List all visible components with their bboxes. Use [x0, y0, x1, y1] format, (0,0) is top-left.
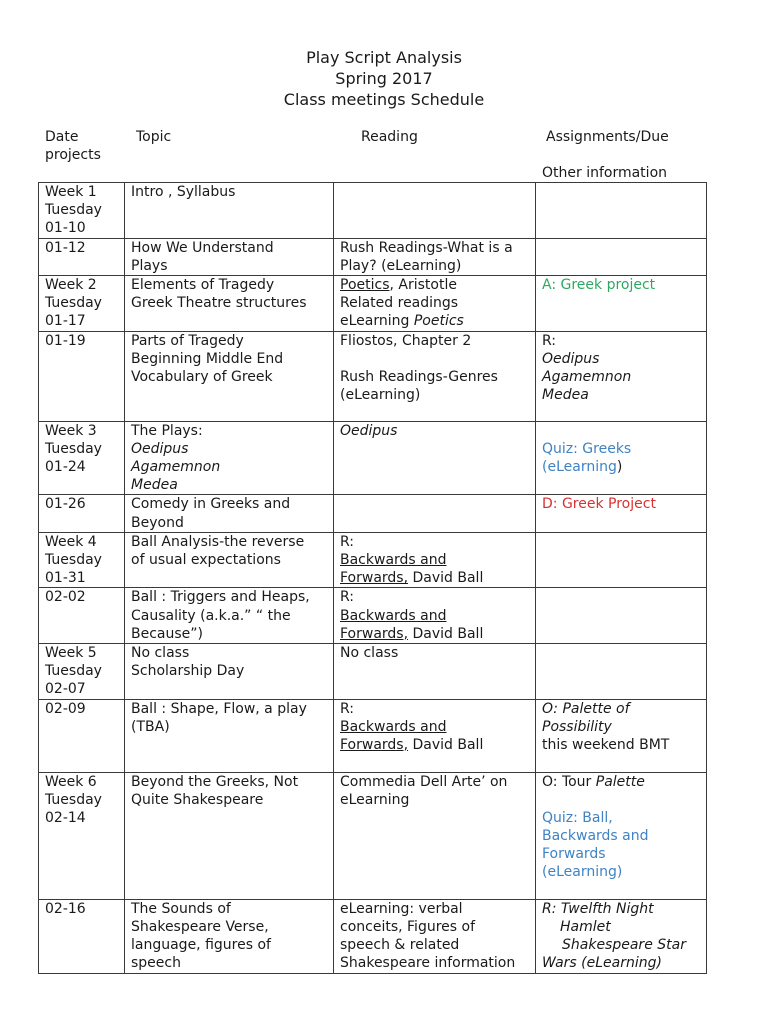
reading-line	[340, 569, 531, 587]
date-line: Tuesday	[45, 295, 102, 312]
reading-cell	[334, 238, 536, 275]
date-cell	[39, 421, 125, 495]
reading-cell	[334, 588, 536, 644]
quiz-elearning-link[interactable]: (eLearning)	[542, 864, 623, 881]
assign-cell	[536, 421, 707, 495]
topic-cell	[125, 772, 334, 899]
topic-line: Plays	[131, 257, 168, 274]
topic-cell	[125, 495, 334, 532]
reading-title-link[interactable]: Backwards and	[340, 607, 447, 624]
date-line: Week 6	[45, 773, 97, 790]
header-reading: Reading	[361, 129, 418, 145]
date-line: 01-24	[45, 459, 86, 476]
reading-cell	[334, 183, 536, 239]
reading-cell	[334, 421, 536, 495]
reading-line: Oedipus	[340, 422, 398, 439]
topic-cell	[125, 532, 334, 588]
reading-cell	[334, 899, 536, 973]
assign-cell	[536, 699, 707, 772]
date-line: 01-19	[45, 332, 86, 349]
date-line: Week 4	[45, 533, 97, 550]
table-row	[39, 276, 707, 332]
author-text: David Ball	[408, 625, 484, 642]
assign-line	[542, 773, 702, 791]
table-row	[39, 238, 707, 275]
date-cell	[39, 899, 125, 973]
title-line-2: Spring 2017	[335, 69, 433, 88]
topic-cell	[125, 183, 334, 239]
topic-cell	[125, 276, 334, 332]
reading-line: conceits, Figures of	[340, 918, 476, 935]
assign-cell	[536, 238, 707, 275]
header-projects: projects	[45, 147, 101, 163]
date-cell	[39, 772, 125, 899]
assign-cell	[536, 276, 707, 332]
date-line: 02-14	[45, 810, 86, 827]
assign-cell	[536, 772, 707, 899]
table-row	[39, 495, 707, 532]
assign-line: Shakespeare Star	[562, 937, 686, 954]
reading-line: No class	[340, 645, 399, 662]
topic-line: Elements of Tragedy	[131, 277, 275, 294]
reading-cell	[334, 772, 536, 899]
topic-line: Ball : Shape, Flow, a play	[131, 700, 307, 717]
reading-line: Related readings	[340, 295, 459, 312]
topic-line: The Sounds of	[131, 900, 231, 917]
topic-line: Vocabulary of Greek	[131, 369, 273, 386]
topic-line: The Plays:	[131, 422, 203, 439]
table-row	[39, 532, 707, 588]
reading-line: eLearning	[340, 791, 410, 808]
reading-title-link[interactable]: Forwards,	[340, 737, 409, 754]
date-line: Week 1	[45, 184, 97, 200]
reading-title-link[interactable]: Forwards,	[340, 625, 409, 642]
date-line: 02-07	[45, 681, 86, 698]
date-line: 02-09	[45, 700, 86, 717]
topic-line: How We Understand	[131, 239, 274, 256]
blank-line	[542, 422, 702, 440]
reading-line: eLearning: verbal	[340, 900, 463, 917]
topic-line: Beginning Middle End	[131, 350, 284, 367]
topic-line: (TBA)	[131, 718, 170, 735]
reading-line: Play? (eLearning)	[340, 257, 462, 274]
header-assignments: Assignments/Due	[546, 129, 669, 145]
topic-line: Because”)	[131, 625, 203, 642]
reading-line	[340, 625, 531, 643]
topic-line: Shakespeare Verse,	[131, 918, 269, 935]
topic-line: Medea	[131, 477, 178, 494]
topic-cell	[125, 699, 334, 772]
date-cell	[39, 331, 125, 421]
title-line-3: Class meetings Schedule	[283, 90, 485, 109]
reading-cell	[334, 644, 536, 700]
assign-cell	[536, 532, 707, 588]
date-cell	[39, 588, 125, 644]
date-line: Week 2	[45, 277, 97, 294]
document-title	[0, 47, 768, 110]
date-line: Tuesday	[45, 663, 102, 680]
quiz-greeks: Quiz: Greeks	[542, 440, 632, 457]
table-row	[39, 331, 707, 421]
topic-cell	[125, 899, 334, 973]
title-line-1: Play Script Analysis	[306, 48, 462, 67]
reading-line: R:	[340, 700, 355, 717]
date-cell	[39, 495, 125, 532]
date-line: Tuesday	[45, 440, 102, 457]
reading-line	[340, 736, 531, 754]
topic-line: No class	[131, 645, 190, 662]
quiz-ball: Forwards	[542, 846, 606, 863]
assign-cell	[536, 899, 707, 973]
reading-line: Rush Readings-What is a	[340, 239, 513, 256]
table-row	[39, 183, 707, 239]
topic-line: Agamemnon	[131, 459, 221, 476]
topic-line: Ball Analysis-the reverse	[131, 533, 305, 550]
assign-line: Oedipus	[542, 350, 600, 367]
elearning-text: eLearning	[340, 313, 414, 330]
date-line: Tuesday	[45, 552, 102, 569]
reading-line	[340, 276, 531, 294]
blank-line	[542, 791, 702, 809]
reading-line: Fliostos, Chapter 2	[340, 332, 472, 349]
date-line: 01-31	[45, 570, 86, 587]
topic-cell	[125, 644, 334, 700]
assign-line: this weekend BMT	[542, 737, 670, 754]
reading-cell	[334, 276, 536, 332]
topic-line: speech	[131, 955, 181, 972]
reading-line: R:	[340, 533, 355, 550]
assign-line: R: Twelfth Night	[542, 900, 654, 917]
topic-line: Ball : Triggers and Heaps,	[131, 589, 310, 606]
date-cell	[39, 644, 125, 700]
table-row	[39, 421, 707, 495]
topic-line: Intro , Syllabus	[131, 184, 236, 200]
schedule-table	[38, 182, 707, 974]
reading-cell	[334, 331, 536, 421]
assign-cell	[536, 331, 707, 421]
tour-text: O: Tour	[542, 773, 596, 790]
topic-line: of usual expectations	[131, 552, 281, 569]
reading-line: Shakespeare information	[340, 955, 516, 972]
topic-line: Oedipus	[131, 440, 189, 457]
topic-line: Scholarship Day	[131, 663, 245, 680]
topic-line: Comedy in Greeks and	[131, 496, 291, 513]
reading-title-link[interactable]: Forwards,	[340, 570, 409, 587]
date-line: 02-16	[45, 900, 86, 917]
author-text: David Ball	[408, 737, 484, 754]
reading-cell	[334, 532, 536, 588]
topic-line: Parts of Tragedy	[131, 332, 244, 349]
reading-title-link[interactable]: Backwards and	[340, 718, 447, 735]
topic-line: Greek Theatre structures	[131, 295, 307, 312]
date-line: 01-12	[45, 239, 86, 256]
table-row	[39, 772, 707, 899]
topic-line: Quite Shakespeare	[131, 791, 264, 808]
reading-title-link[interactable]: Backwards and	[340, 552, 447, 569]
topic-cell	[125, 421, 334, 495]
topic-line: Causality (a.k.a.” “ the	[131, 607, 291, 624]
palette-italic: Palette	[595, 773, 645, 790]
assign-line: Agamemnon	[542, 369, 632, 386]
assign-line: R:	[542, 332, 557, 349]
reading-line: speech & related	[340, 937, 460, 954]
date-line: 01-10	[45, 220, 86, 237]
quiz-elearning-link[interactable]: (eLearning	[542, 458, 617, 475]
date-cell	[39, 532, 125, 588]
topic-cell	[125, 238, 334, 275]
date-line: 01-26	[45, 496, 86, 513]
date-line: 02-02	[45, 589, 86, 606]
reading-line: Commedia Dell Arte’ on	[340, 773, 508, 790]
topic-line: language, figures of	[131, 937, 271, 954]
greek-project-assigned: A: Greek project	[542, 277, 656, 294]
assign-line: Wars (eLearning)	[542, 955, 662, 972]
assign-cell	[536, 495, 707, 532]
assign-cell	[536, 588, 707, 644]
author-text: David Ball	[408, 570, 484, 587]
date-cell	[39, 699, 125, 772]
date-cell	[39, 276, 125, 332]
topic-cell	[125, 331, 334, 421]
assign-cell	[536, 644, 707, 700]
date-cell	[39, 238, 125, 275]
greek-project-due: D: Greek Project	[542, 496, 656, 513]
date-line: Tuesday	[45, 791, 102, 808]
column-headers	[0, 126, 768, 182]
table-row	[39, 644, 707, 700]
assign-line: Medea	[542, 387, 589, 404]
quiz-ball: Quiz: Ball,	[542, 809, 613, 826]
table-row	[39, 588, 707, 644]
reading-cell	[334, 495, 536, 532]
reading-cell	[334, 699, 536, 772]
topic-line: Beyond the Greeks, Not	[131, 773, 299, 790]
date-cell	[39, 183, 125, 239]
date-line: Tuesday	[45, 202, 102, 219]
date-line: 01-17	[45, 313, 86, 330]
header-topic: Topic	[136, 129, 172, 145]
poetics-link[interactable]: Poetics	[340, 277, 390, 294]
quiz-ball: Backwards and	[542, 828, 649, 845]
assign-cell	[536, 183, 707, 239]
header-date: Date	[45, 129, 79, 145]
reading-line	[340, 312, 531, 330]
assign-line: O: Palette of	[542, 700, 630, 717]
assign-line: Hamlet	[560, 918, 611, 935]
date-line: Week 5	[45, 645, 97, 662]
assign-line	[542, 458, 702, 476]
reading-line: (eLearning)	[340, 387, 421, 404]
assign-paren: )	[616, 458, 623, 475]
table-row	[39, 699, 707, 772]
blank-line	[340, 350, 531, 368]
poetics-italic: Poetics	[413, 313, 464, 330]
aristotle-text: , Aristotle	[389, 277, 457, 294]
assign-line: Possibility	[542, 718, 612, 735]
reading-line: Rush Readings-Genres	[340, 368, 498, 385]
header-other-info: Other information	[542, 165, 668, 181]
reading-line: R:	[340, 589, 355, 606]
table-row	[39, 899, 707, 973]
topic-cell	[125, 588, 334, 644]
date-line: Week 3	[45, 422, 97, 439]
topic-line: Beyond	[131, 514, 184, 531]
